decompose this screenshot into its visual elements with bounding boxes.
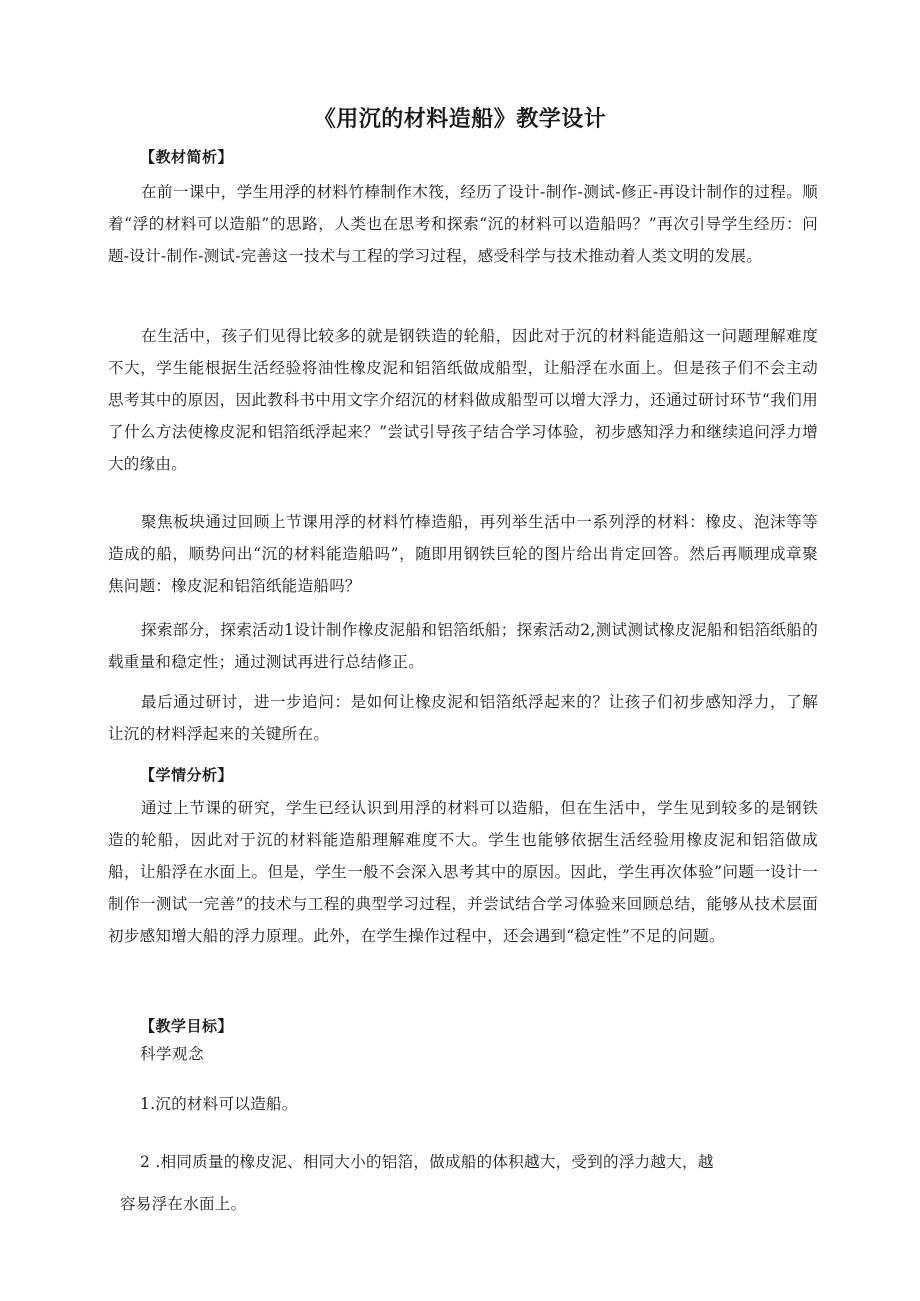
goal-item-2-continuation: 容易浮在水面上。	[120, 1195, 247, 1213]
paragraph-textbook-3: 聚焦板块通过回顾上节课用浮的材料竹棒造船，再列举生活中一系列浮的材料：橡皮、泡沫等等造成的船，顺势问出“沉的材料能造船吗”，随即用钢铁巨轮的图片给出肯定回答。然后再顺理成章聚焦问题：橡皮泥和铝箔纸能造船吗？	[108, 513, 818, 595]
goals-subheading: 科学观念	[140, 1045, 205, 1063]
goal-item-2: 2 .相同质量的橡皮泥、相同大小的铝箔，做成船的体积越大，受到的浮力越大，越	[140, 1153, 714, 1171]
document-title: 《用沉的材料造船》教学设计	[313, 107, 607, 132]
paragraph-textbook-1: 在前一课中，学生用浮的材料竹棒制作木筏，经历了设计-制作-测试-修正-再设计制作的过程。顺着“浮的材料可以造船”的思路，人类也在思考和探索“沉的材料可以造船吗？”再次引导学生经历：问题-设计-制作-测试-完善这一技术与工程的学习过程，感受科学与技术推动着人类文明的发展。	[108, 183, 818, 265]
goal-item-1: 1.沉的材料可以造船。	[140, 1095, 298, 1113]
paragraph-textbook-5: 最后通过研讨，进一步追问：是如何让橡皮泥和铝箔纸浮起来的？让孩子们初步感知浮力，了解让沉的材料浮起来的关键所在。	[108, 693, 818, 743]
section-heading-goals: 【教学目标】	[140, 1017, 234, 1035]
section-heading-textbook: 【教材简析】	[140, 148, 234, 166]
paragraph-students-1: 通过上节课的研究，学生已经认识到用浮的材料可以造船，但在生活中，学生见到较多的是钢铁造的轮船，因此对于沉的材料能造船理解难度不大。学生也能够依据生活经验用橡皮泥和铝箔做成船，让船浮在水面上。但是，学生一般不会深入思考其中的原因。因此，学生再次体验”问题一设计一制作一测试一完善”的技术与工程的典型学习过程，并尝试结合学习体验来回顾总结，能够从技术层面初步感知增大船的浮力原理。此外，在学生操作过程中，还会遇到“稳定性”不足的问题。	[108, 799, 818, 945]
paragraph-textbook-4: 探索部分，探索活动1设计制作橡皮泥船和铝箔纸船；探索活动2,测试测试橡皮泥船和铝箔纸船的载重量和稳定性；通过测试再进行总结修正。	[108, 621, 818, 671]
section-heading-students: 【学情分析】	[140, 766, 234, 784]
paragraph-textbook-2: 在生活中，孩子们见得比较多的就是钢铁造的轮船，因此对于沉的材料能造船这一问题理解难度不大，学生能根据生活经验将油性橡皮泥和铝箔纸做成船型，让船浮在水面上。但是孩子们不会主动思考其中的原因，因此教科书中用文字介绍沉的材料做成船型可以增大浮力，还通过研讨环节“我们用了什么方法使橡皮泥和铝箔纸浮起来？”尝试引导孩子结合学习体验，初步感知浮力和继续追问浮力增大的缘由。	[108, 327, 818, 473]
